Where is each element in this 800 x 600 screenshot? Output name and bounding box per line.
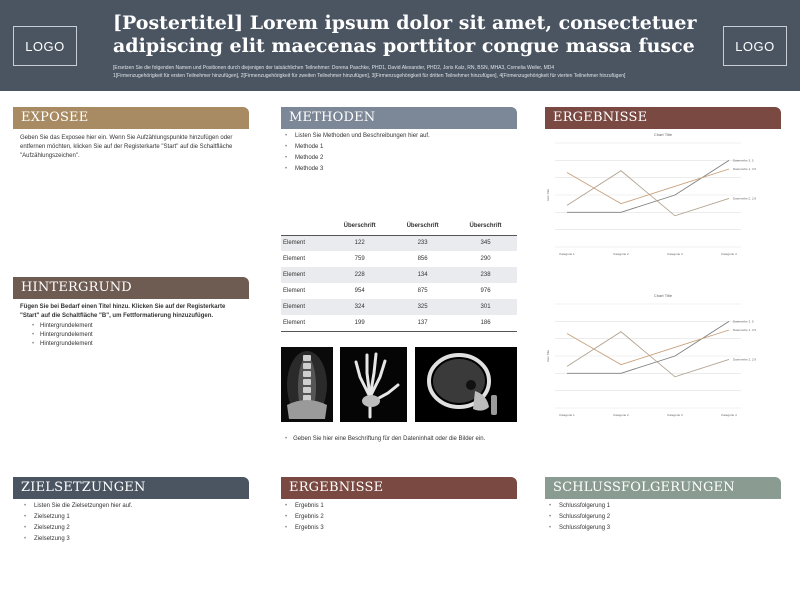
series-label: Datenreihe 2, 2.8 [733,196,757,201]
hintergrund-intro[interactable]: Fügen Sie bei Bedarf einen Titel hinzu. Klicken Sie auf der Registerkarte "Start" auf die Schaltfläche "B", um Fettformatierung hinzuzufügen. [20,304,226,319]
chart-title: Chart Title [653,293,673,298]
ergebnisse-list [281,501,517,534]
list-item[interactable]: • Hintergrundelement [20,322,246,331]
table-cell: 199 [328,315,391,331]
hintergrund-heading: HINTERGRUND [13,277,249,299]
table-header-cell [281,218,328,235]
table-row [281,267,517,283]
xray-hand-image[interactable] [340,347,407,422]
list-item[interactable]: • Schlussfolgerung 1 [545,501,781,512]
table-cell: 875 [417,288,428,294]
line-chart-1[interactable] [545,129,781,267]
xray-spine-image[interactable] [281,347,333,422]
table-row [281,251,517,267]
list-item[interactable]: • Hintergrundelement [20,340,246,349]
table-cell: 954 [354,288,365,294]
authors-names: [Ersetzen Sie die folgenden Namen und Positionen durch diejenigen der tatsächlichen Teilnehmer: Dorena Paschke, PHD1, David Alexander, PHD2, Joris Kalz, RN, BSN, MHA3, Cornelia Weiler, MD4 [113,65,555,71]
list-item[interactable]: • Methode 1 [281,142,517,153]
table-cell: Element [281,315,328,331]
table-cell: 345 [454,235,517,251]
methoden-heading: METHODEN [281,107,517,129]
table-cell: 301 [454,299,517,315]
table-header-cell: Überschrift [454,218,517,235]
series-line [567,330,729,365]
table-cell: Element [283,256,306,262]
ergebnisse-right-heading: ERGEBNISSE [545,107,781,129]
list-item[interactable]: • Ergebnis 3 [281,523,517,534]
author-list[interactable] [113,64,713,80]
list-item[interactable]: • Hintergrundelement [20,331,246,340]
data-table[interactable] [281,218,517,332]
schlussfolgerungen-list [545,501,781,534]
methoden-list [281,131,517,175]
table-cell: 134 [391,267,454,283]
table-cell: 122 [328,235,391,251]
logo-left: LOGO [13,26,77,66]
series-line [567,169,729,204]
table-cell: Element [281,235,328,251]
series-label: Datenreihe 1, 4.5 [733,167,757,171]
zielsetzungen-list [20,501,246,545]
table-cell: 228 [328,267,391,283]
table-header-cell: Überschrift [391,218,454,235]
list-item[interactable]: • Methode 2 [281,153,517,164]
x-tick-label: Kategorie 2 [613,413,629,417]
table-cell: 856 [417,256,428,262]
table-row [281,315,517,331]
authors-affiliations: 1[Firmenzugehörigkeit für ersten Teilnehmer hinzufügen], 2[Firmenzugehörigkeit für zweiten Teilnehmer hinzufügen], 3[Firmenzugehörigkeit für dritten Teilnehmer hinzufügen], 4[Firmenzugehörigkeit für vierten Teilnehmer hinzufügen] [113,73,626,79]
series-label: Datenreihe 3, 5 [733,158,754,163]
xray-skull-image[interactable] [415,347,517,422]
list-item[interactable]: • Listen Sie die Zielsetzungen hier auf. [20,501,246,512]
list-item[interactable]: • Schlussfolgerung 2 [545,512,781,523]
table-cell: 759 [354,256,365,262]
list-item[interactable]: • Zielsetzung 1 [20,512,246,523]
series-label: Datenreihe 2, 2.8 [733,357,757,362]
table-cell: 186 [454,315,517,331]
x-tick-label: Kategorie 3 [667,252,683,256]
table-header-row [281,218,517,235]
series-label: Datenreihe 1, 4.5 [733,328,757,332]
table-row [281,299,517,315]
series-label: Datenreihe 3, 5 [733,319,754,324]
x-tick-label: Kategorie 3 [667,413,683,417]
table-cell: 324 [328,299,391,315]
logo-right: LOGO [723,26,787,66]
table-cell: 325 [391,299,454,315]
exposee-heading: EXPOSEE [13,107,249,129]
table-header-cell: Überschrift [328,218,391,235]
x-tick-label: Kategorie 4 [721,252,737,256]
chart-ylabel: Axis Title [546,349,550,363]
chart-ylabel: Axis Title [546,188,550,202]
table-cell: 290 [480,256,491,262]
table-cell: Element [281,267,328,283]
chart-title: Chart Title [653,132,673,137]
images-caption[interactable]: • Geben Sie hier eine Beschriftung für den Dateninhalt oder die Bilder ein. [281,436,485,442]
table-cell: Element [283,288,306,294]
list-item[interactable]: • Listen Sie Methoden und Beschreibungen hier auf. [281,131,517,142]
line-chart-2[interactable] [545,290,781,428]
x-tick-label: Kategorie 4 [721,413,737,417]
hintergrund-list [20,322,246,349]
table-row [281,235,517,251]
list-item[interactable]: • Zielsetzung 3 [20,534,246,545]
list-item[interactable]: • Zielsetzung 2 [20,523,246,534]
list-item[interactable]: • Ergebnis 2 [281,512,517,523]
table-cell: Element [281,299,328,315]
x-tick-label: Kategorie 2 [613,252,629,256]
list-item[interactable]: • Methode 3 [281,164,517,175]
ergebnisse-mid-heading: ERGEBNISSE [281,477,517,499]
table-cell: 238 [454,267,517,283]
exposee-text[interactable]: Geben Sie das Exposee hier ein. Wenn Sie Aufzählungspunkte hinzufügen oder entfernen möchten, klicken Sie auf der Registerkarte "Start" auf die Schaltfläche "Aufzählungszeichen". [20,135,233,159]
poster-title[interactable]: [Postertitel] Lorem ipsum dolor sit amet, consectetuer adipiscing elit maecenas porttitor congue massa fusce [113,12,697,57]
zielsetzungen-heading: ZIELSETZUNGEN [13,477,249,499]
list-item[interactable]: • Schlussfolgerung 3 [545,523,781,534]
table-row [281,283,517,299]
table-cell: 976 [480,288,491,294]
poster-header [0,0,800,91]
schlussfolgerungen-heading: SCHLUSSFOLGERUNGEN [545,477,781,499]
x-tick-label: Kategorie 1 [559,413,575,417]
x-tick-label: Kategorie 1 [559,252,575,256]
table-cell: 233 [391,235,454,251]
list-item[interactable]: • Ergebnis 1 [281,501,517,512]
table-cell: 137 [391,315,454,331]
